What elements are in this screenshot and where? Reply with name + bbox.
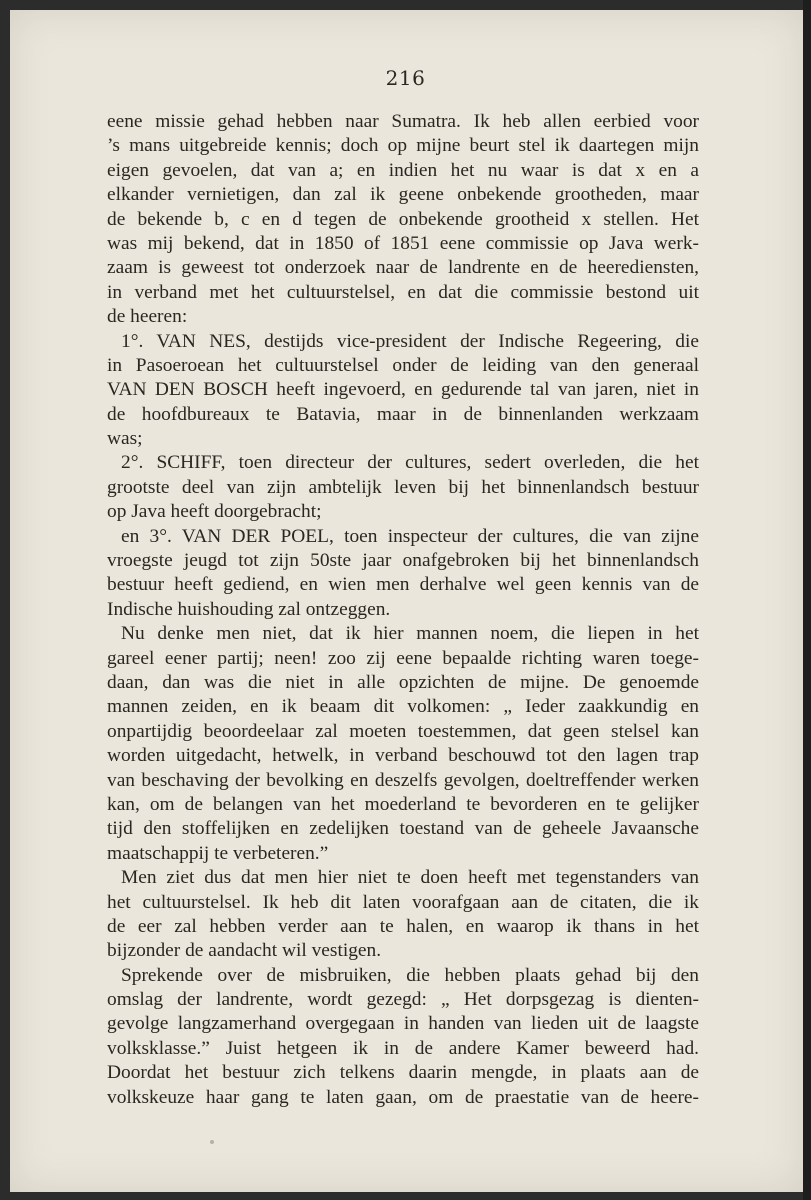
text-line: in Pasoeroean het cultuurstelsel onder de leiding van den generaal [107,354,699,376]
text-line: 1°. VAN NES, destijds vice-president der Indische Regeering, die [121,330,699,352]
text-line: 2°. SCHIFF, toen directeur der cultures, sedert overleden, die het [121,452,699,474]
text-line: zaam is geweest tot onderzoek naar de landrente en de heerediensten, [107,257,699,279]
text-line: het cultuurstelsel. Ik heb dit laten voorafgaan aan de citaten, die ik [107,891,699,913]
text-line: mannen zeiden, en ik beaam dit volkomen: „ Ieder zaakkundig en [107,696,699,718]
text-line: elkander vernietigen, dan zal ik geene onbekende grootheden, maar [107,184,699,206]
text-line: ’s mans uitgebreide kennis; doch op mijne beurt stel ik daartegen mijn [107,135,699,157]
text-line: in verband met het cultuurstelsel, en dat die commissie bestond uit [107,281,699,303]
text-line: bijzonder de aandacht wil vestigen. [107,940,382,962]
text-line: VAN DEN BOSCH heeft ingevoerd, en gedurende tal van jaren, niet in [107,379,699,401]
text-line: was mij bekend, dat in 1850 of 1851 eene commissie op Java werk- [107,232,699,254]
text-line: kan, om de belangen van het moederland te bevorderen en te gelijker [107,793,699,815]
scan-edge [803,0,811,1200]
text-line: volksklasse.” Juist hetgeen ik in de andere Kamer beweerd had. [107,1037,699,1059]
text-line: Indische huishouding zal ontzeggen. [107,598,391,620]
text-line: onpartijdig beoordeelaar zal moeten toestemmen, dat geen stelsel kan [107,720,699,742]
text-line: op Java heeft doorgebracht; [107,501,322,523]
text-line: gevolge langzamerhand overgegaan in handen van lieden uit de laagste [107,1013,699,1035]
text-line: de hoofdbureaux te Batavia, maar in de binnenlanden werkzaam [107,403,699,425]
text-line: maatschappij te verbeteren.” [107,842,329,864]
text-line: de bekende b, c en d tegen de onbekende grootheid x stellen. Het [107,208,699,230]
text-line: Men ziet dus dat men hier niet te doen heeft met tegenstanders van [121,867,699,889]
text-line: Nu denke men niet, dat ik hier mannen noem, die liepen in het [121,623,699,645]
text-line: omslag der landrente, wordt gezegd: „ Het dorpsgezag is dienten- [107,989,699,1011]
text-line: en 3°. VAN DER POEL, toen inspecteur der cultures, die van zijne [121,525,699,547]
text-line: bestuur heeft gediend, en wien men derhalve wel geen kennis van de [107,574,699,596]
page-number: 216 [385,66,426,90]
text-line: grootste deel van zijn ambtelijk leven bij het binnenlandsch bestuur [107,476,699,498]
text-line: van beschaving der bevolking en deszelfs gevolgen, doeltreffender werken [107,769,699,791]
text-line: volkskeuze haar gang te laten gaan, om de praestatie van de heere- [107,1086,699,1108]
paper-speck [210,1140,214,1144]
text-line: was; [107,428,143,450]
text-line: de heeren: [107,306,188,328]
body-text [107,110,699,1110]
text-line: eigen gevoelen, dat van a; en indien het nu waar is dat x en a [107,159,699,181]
text-line: gareel eener partij; neen! zoo zij eene bepaalde richting waren toege- [107,647,699,669]
text-line: Doordat het bestuur zich telkens daarin mengde, in plaats aan de [107,1062,699,1084]
text-line: vroegste jeugd tot zijn 50ste jaar onafgebroken bij het binnenlandsch [107,550,699,572]
text-line: eene missie gehad hebben naar Sumatra. Ik heb allen eerbied voor [107,111,699,132]
text-line: Sprekende over de misbruiken, die hebben plaats gehad bij den [121,964,699,986]
text-line: worden uitgedacht, hetwelk, in verband beschouwd tot den lagen trap [107,745,699,767]
text-line: daan, dan was die niet in alle opzichten de mijne. De genoemde [107,671,699,693]
text-line: de eer zal hebben verder aan te halen, en waarop ik thans in het [107,915,699,937]
text-line: tijd den stoffelijken en zedelijken toestand van de geheele Javaansche [107,818,699,840]
